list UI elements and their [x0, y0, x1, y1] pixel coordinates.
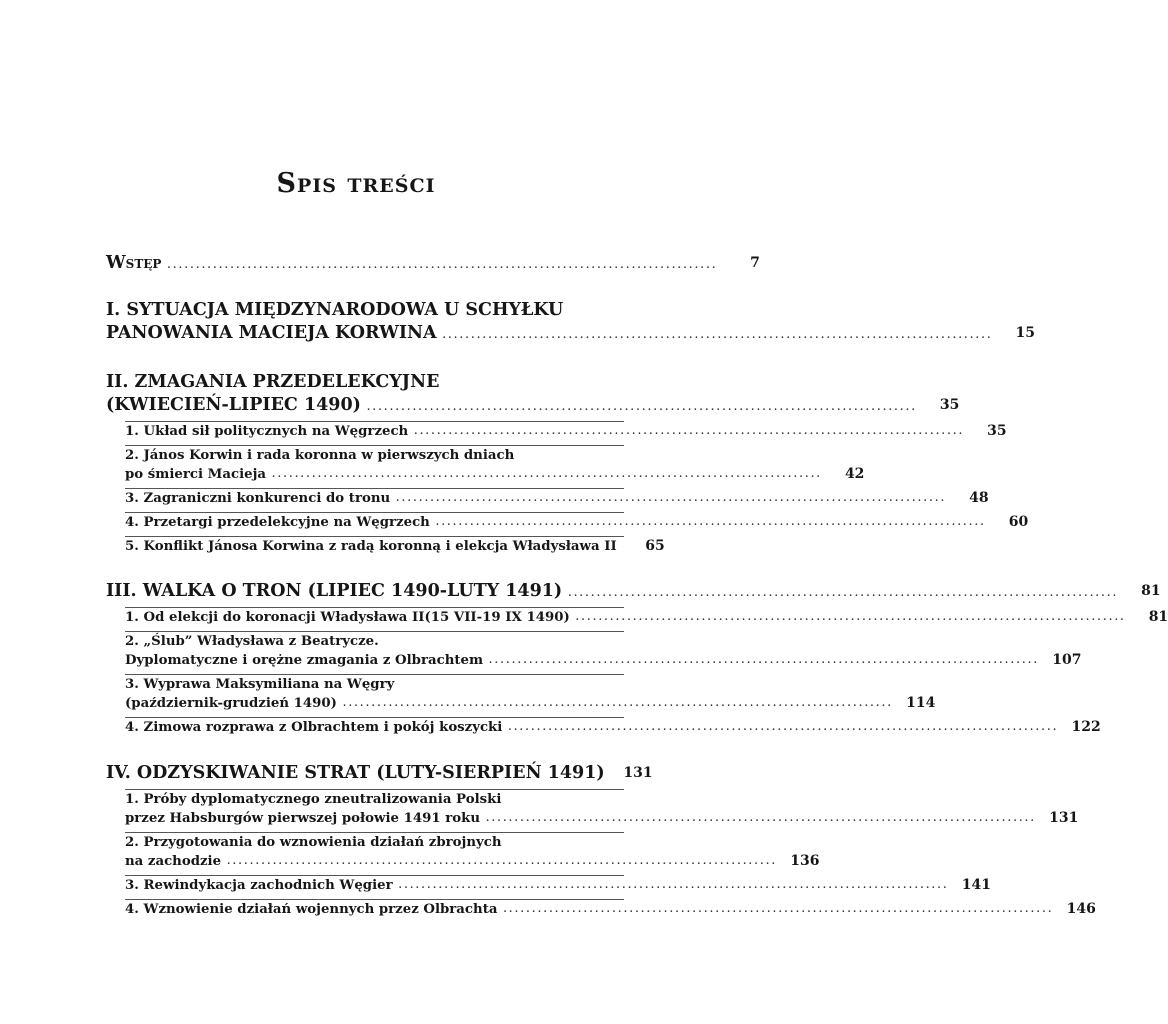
dot-leader: ................................................................................................	[167, 261, 718, 271]
toc-chapter-3[interactable]	[106, 580, 1161, 603]
section-title: Dyplomatyczne i orężne zmagania z Olbrachtem	[125, 653, 484, 668]
toc-chapter-2[interactable]	[106, 371, 960, 417]
toc-page-number: 15	[1015, 325, 1035, 341]
section-title: 1. Układ sił politycznych na Węgrzech	[125, 424, 409, 439]
section-title: 3. Zagraniczni konkurenci do tronu	[125, 491, 391, 506]
page-title: Spis treści	[276, 168, 436, 199]
dot-leader: ................................................................................................	[272, 470, 823, 480]
section-title: na zachodzie	[125, 854, 222, 869]
toc-section[interactable]	[106, 513, 1029, 532]
toc-page-number: 131	[1049, 810, 1079, 826]
section-title: 3. Wyprawa Maksymiliana na Węgry	[125, 677, 395, 692]
section-title: 5. Konflikt Jánosa Korwina z radą koronną i elekcja Władysława II	[125, 539, 617, 554]
toc-section[interactable]	[106, 446, 865, 484]
section-title: 3. Rewindykacja zachodnich Węgier	[125, 878, 393, 893]
chapter-title-line: PANOWANIA MACIEJA KORWINA	[106, 323, 437, 343]
toc-page-number: 107	[1052, 652, 1082, 668]
dot-leader: ................................................................................................	[568, 589, 1119, 599]
toc-section[interactable]	[106, 489, 989, 508]
toc-page-number: 7	[750, 255, 760, 271]
dot-leader: ................................................................................................	[227, 857, 778, 867]
toc-page-number: 131	[623, 765, 653, 781]
toc-page-number: 35	[939, 397, 960, 413]
section-title: 2. János Korwin i rada koronna w pierwszych dniach	[125, 448, 515, 463]
toc-section[interactable]	[106, 608, 1168, 627]
toc-page-number: 65	[645, 538, 665, 554]
chapter-title-line: (KWIECIEŃ-LIPIEC 1490)	[106, 395, 361, 415]
dot-leader: ................................................................................................	[414, 427, 965, 437]
dot-leader: ................................................................................................	[489, 656, 1040, 666]
chapter-title-line: II. ZMAGANIA PRZEDELEKCYJNE	[106, 372, 440, 392]
toc-page-number: 81	[1148, 609, 1168, 625]
toc-section[interactable]	[106, 876, 992, 895]
dot-leader: ................................................................................................	[442, 331, 993, 341]
dot-leader: ................................................................................................	[342, 699, 894, 709]
dot-leader: ................................................................................................	[398, 881, 950, 891]
dot-leader: ................................................................................................	[435, 518, 987, 528]
section-title: 1. Od elekcji do koronacji Władysława II(15 VII-19 IX 1490)	[125, 610, 570, 625]
chapter-title-line: IV. ODZYSKIWANIE STRAT (LUTY-SIERPIEŃ 1491)	[106, 763, 605, 783]
toc-page-number: 42	[844, 466, 865, 482]
toc-page-number: 81	[1141, 583, 1161, 599]
section-title: 2. Przygotowania do wznowienia działań zbrojnych	[125, 835, 502, 850]
chapter-title-line: I. SYTUACJA MIĘDZYNARODOWA U SCHYŁKU	[106, 300, 564, 320]
toc-page-number: 35	[987, 423, 1007, 439]
dot-leader: ................................................................................................	[366, 403, 918, 413]
toc-page-number: 114	[906, 695, 936, 711]
dot-leader: ................................................................................................	[486, 814, 1037, 824]
toc-page-number: 136	[790, 853, 820, 869]
table-of-contents	[106, 252, 1168, 919]
toc-entry-label: Wstęp	[106, 253, 162, 273]
toc-section[interactable]	[106, 422, 1007, 441]
section-title: 2. „Ślub” Władysława z Beatrycze.	[125, 634, 379, 649]
toc-section[interactable]	[106, 537, 665, 556]
section-title: przez Habsburgów pierwszej połowie 1491 roku	[125, 811, 480, 826]
toc-section[interactable]	[106, 632, 1082, 670]
dot-leader: ................................................................................................	[508, 723, 1059, 733]
toc-section[interactable]	[106, 675, 936, 713]
toc-page-number: 60	[1008, 514, 1029, 530]
toc-section[interactable]	[106, 900, 1096, 919]
toc-section[interactable]	[106, 790, 1079, 828]
dot-leader: ................................................................................................	[503, 905, 1054, 915]
section-title: 4. Wznowienie działań wojennych przez Olbrachta	[125, 902, 498, 917]
toc-chapter-1[interactable]	[106, 299, 1035, 345]
toc-entry-intro[interactable]	[106, 252, 760, 275]
toc-section[interactable]	[106, 833, 820, 871]
dot-leader: ................................................................................................	[575, 613, 1127, 623]
toc-section[interactable]	[106, 718, 1101, 737]
toc-page-number: 48	[969, 490, 989, 506]
toc-page-number: 141	[961, 877, 992, 893]
toc-chapter-4[interactable]	[106, 762, 653, 785]
section-title: 4. Przetargi przedelekcyjne na Węgrzech	[125, 515, 430, 530]
section-title: po śmierci Macieja	[125, 467, 267, 482]
dot-leader: ................................................................................................	[396, 494, 947, 504]
section-title: 1. Próby dyplomatycznego zneutralizowania Polski	[125, 792, 502, 807]
toc-page-number: 146	[1066, 901, 1096, 917]
toc-page-number: 122	[1071, 719, 1101, 735]
section-title: 4. Zimowa rozprawa z Olbrachtem i pokój koszycki	[125, 720, 503, 735]
chapter-title-line: III. WALKA O TRON (LIPIEC 1490-LUTY 1491)	[106, 581, 563, 601]
section-title: (październik-grudzień 1490)	[125, 696, 337, 711]
